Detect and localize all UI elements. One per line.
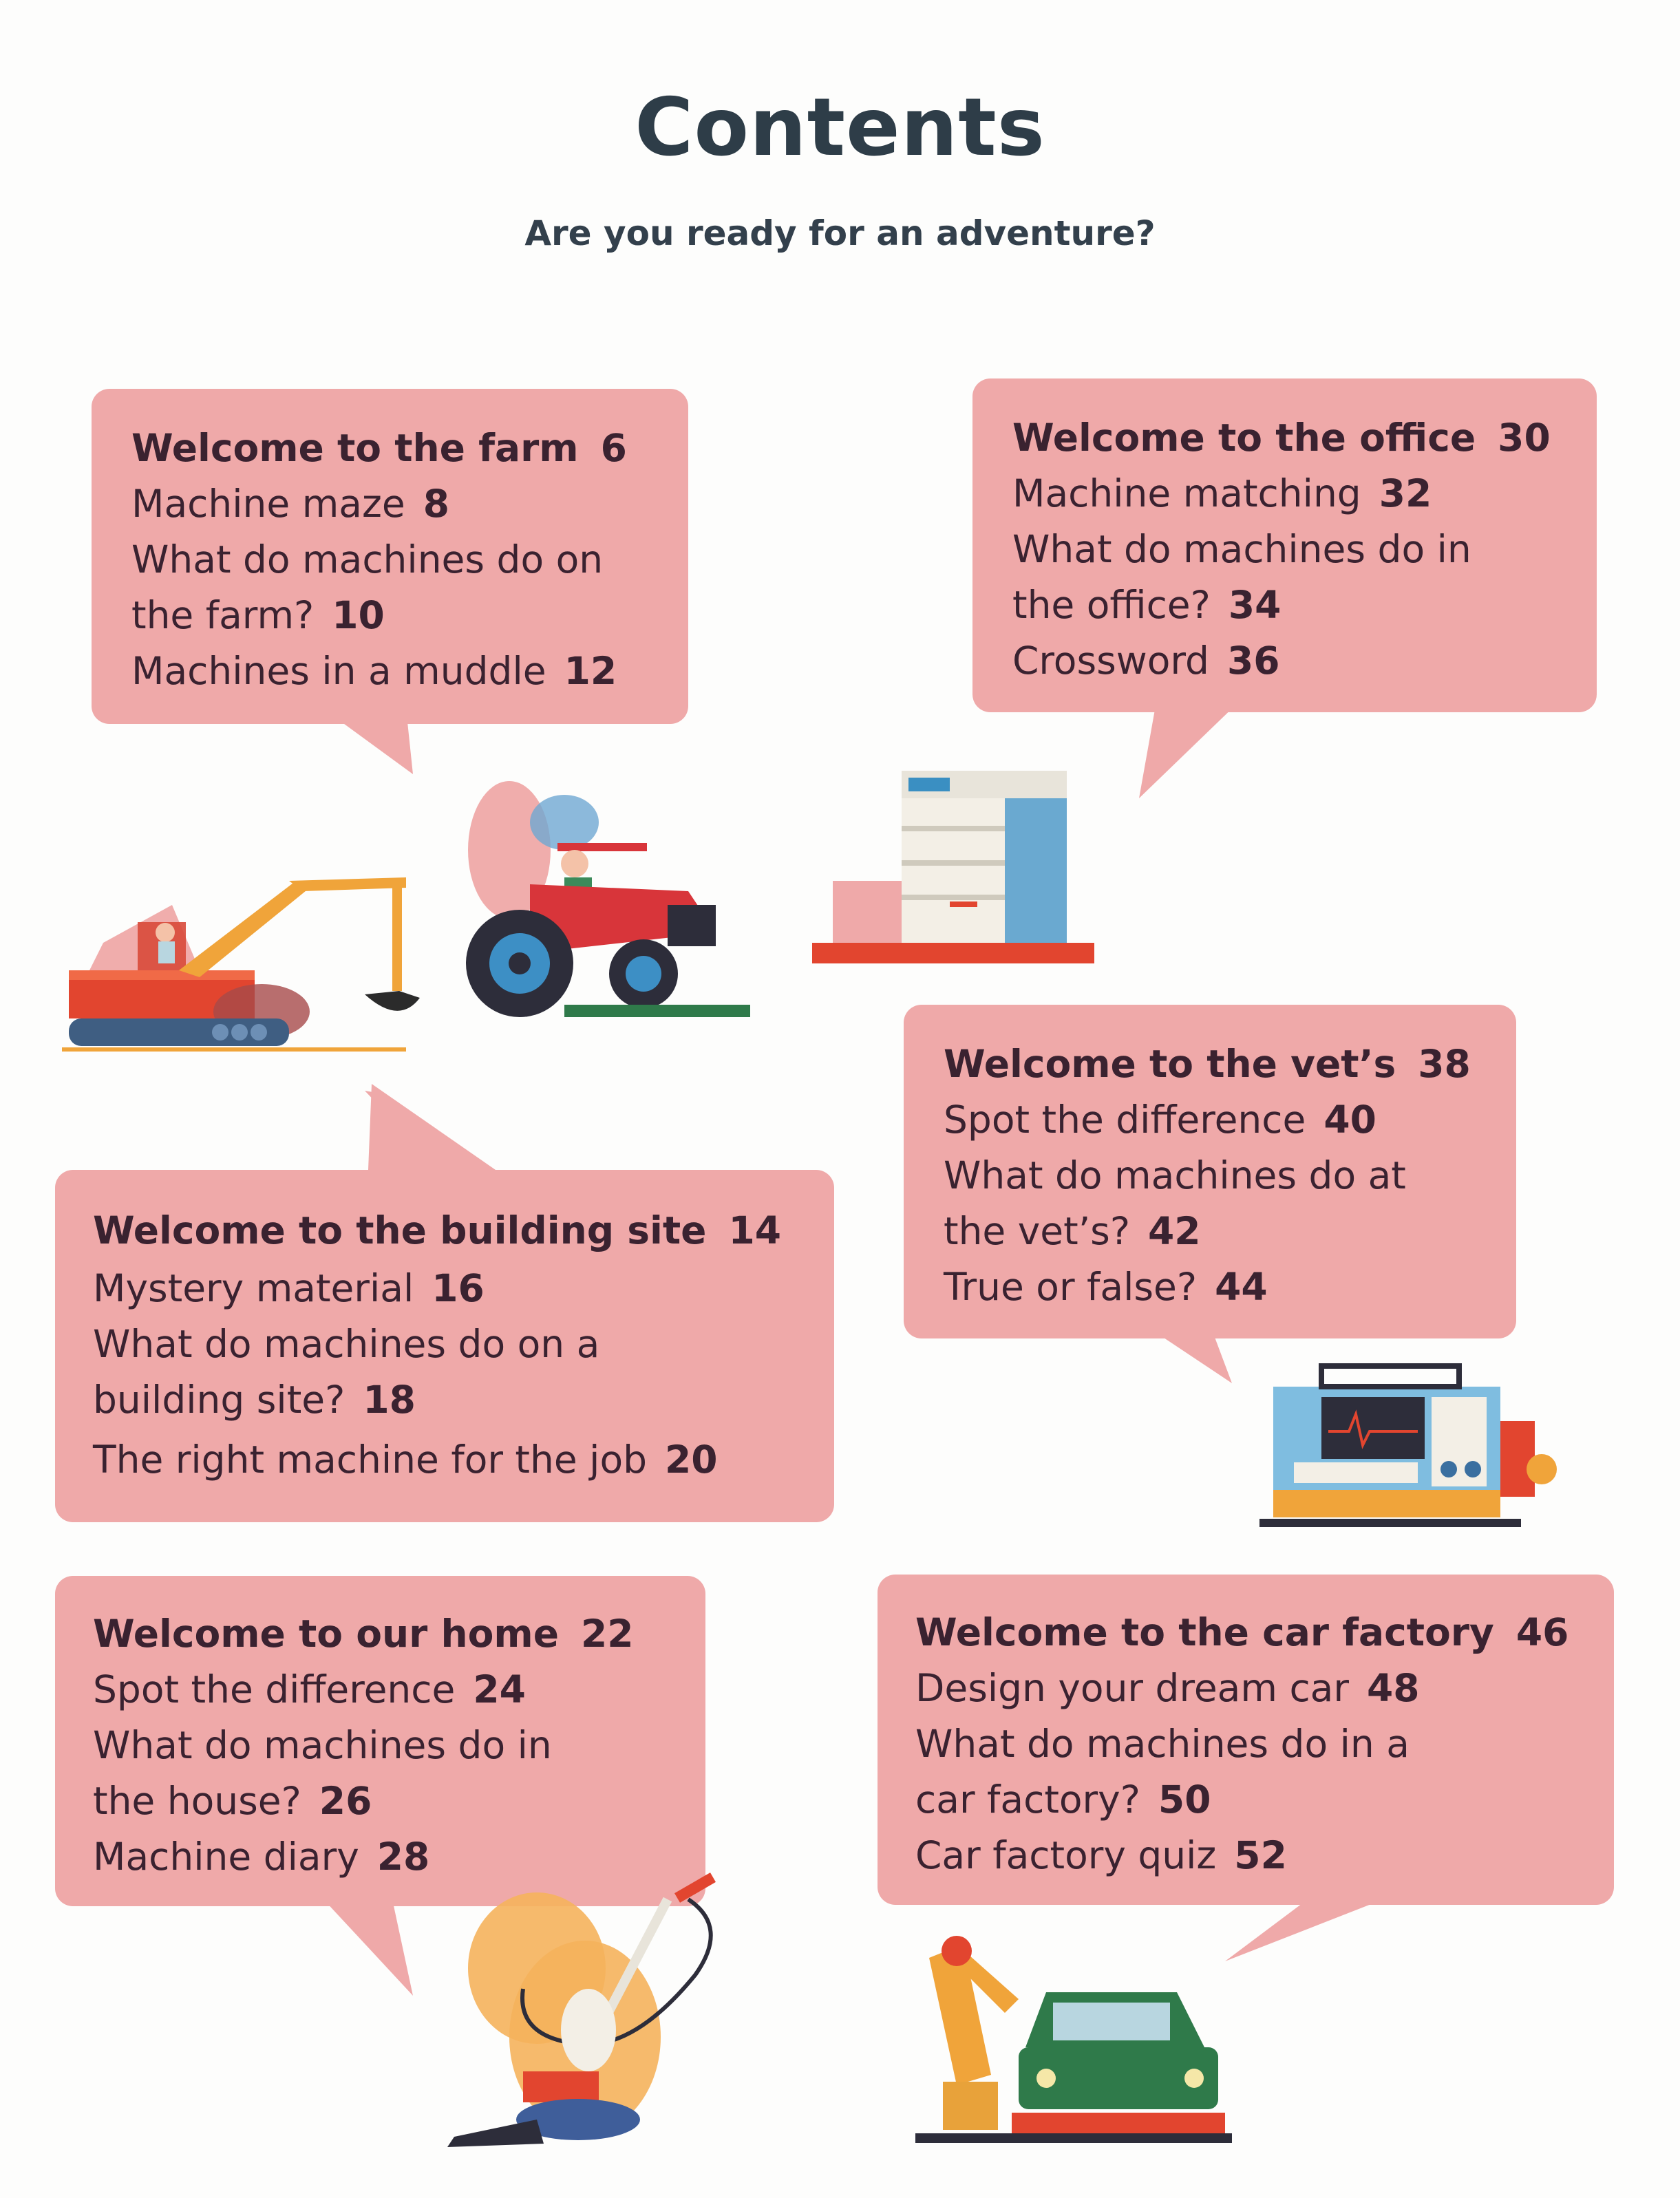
- building-bubble: [55, 1170, 834, 1522]
- page-number: 52: [1234, 1833, 1287, 1877]
- vacuum-cleaner-illustration: [440, 1872, 736, 2154]
- farm-item-what-machines-do-cont[interactable]: the farm? 10: [131, 593, 385, 637]
- building-heading[interactable]: Welcome to the building site 14: [93, 1208, 781, 1252]
- building-item-right-machine[interactable]: The right machine for the job 20: [93, 1438, 718, 1482]
- page-number: 14: [728, 1208, 781, 1252]
- page-number: 6: [600, 426, 627, 470]
- office-item-what-machines-do-cont[interactable]: the office? 34: [1012, 583, 1282, 627]
- page-number: 46: [1516, 1610, 1569, 1654]
- robot-arm-car-illustration: [915, 1917, 1246, 2154]
- building-item-what-machines-do[interactable]: What do machines do on a: [93, 1322, 600, 1366]
- vets-heading[interactable]: Welcome to the vet’s 38: [944, 1042, 1471, 1086]
- farm-heading[interactable]: Welcome to the farm 6: [131, 426, 627, 470]
- page-number: 50: [1158, 1778, 1211, 1822]
- page-number: 12: [564, 649, 617, 693]
- vets-item-what-machines-do[interactable]: What do machines do at: [944, 1153, 1406, 1197]
- page-number: 26: [319, 1779, 372, 1823]
- vets-item-true-or-false[interactable]: True or false? 44: [944, 1265, 1268, 1309]
- page-number: 16: [432, 1266, 485, 1310]
- home-bubble: [55, 1576, 705, 1906]
- home-item-machine-diary[interactable]: Machine diary 28: [93, 1835, 430, 1879]
- page-number: 42: [1148, 1209, 1201, 1253]
- page-number: 8: [423, 482, 449, 526]
- page-subtitle: Are you ready for an adventure?: [524, 213, 1156, 253]
- home-item-spot-difference[interactable]: Spot the difference 24: [93, 1667, 526, 1711]
- home-heading[interactable]: Welcome to our home 22: [93, 1612, 634, 1656]
- page-title: Contents: [635, 81, 1045, 174]
- building-item-mystery-material[interactable]: Mystery material 16: [93, 1266, 485, 1310]
- page-number: 44: [1215, 1265, 1268, 1309]
- vets-item-spot-difference[interactable]: Spot the difference 40: [944, 1098, 1376, 1142]
- page-number: 32: [1379, 471, 1432, 515]
- page-number: 40: [1323, 1098, 1376, 1142]
- farm-item-machine-maze[interactable]: Machine maze 8: [131, 482, 449, 526]
- page-number: 24: [473, 1667, 526, 1711]
- car-factory-item-dream-car[interactable]: Design your dream car 48: [915, 1666, 1420, 1710]
- vets-bubble: [904, 1005, 1516, 1338]
- farm-bubble: [92, 389, 688, 724]
- car-factory-bubble: [878, 1575, 1614, 1905]
- office-heading[interactable]: Welcome to the office 30: [1012, 416, 1551, 460]
- page-number: 28: [376, 1835, 430, 1879]
- page-number: 36: [1226, 639, 1280, 683]
- home-item-what-machines-do[interactable]: What do machines do in: [93, 1723, 552, 1767]
- page-number: 22: [581, 1612, 634, 1656]
- excavator-illustration: [62, 867, 420, 1074]
- office-item-machine-matching[interactable]: Machine matching 32: [1012, 471, 1432, 515]
- car-factory-item-what-machines-do[interactable]: What do machines do in a: [915, 1722, 1410, 1766]
- page-number: 18: [363, 1378, 416, 1422]
- tractor-illustration: [461, 774, 771, 1036]
- home-item-what-machines-do-cont[interactable]: the house? 26: [93, 1779, 372, 1823]
- office-item-crossword[interactable]: Crossword 36: [1012, 639, 1280, 683]
- page-number: 48: [1367, 1666, 1420, 1710]
- car-factory-item-quiz[interactable]: Car factory quiz 52: [915, 1833, 1287, 1877]
- farm-item-machines-in-muddle[interactable]: Machines in a muddle 12: [131, 649, 617, 693]
- farm-item-what-machines-do[interactable]: What do machines do on: [131, 537, 604, 581]
- page-number: 20: [665, 1438, 718, 1482]
- office-bubble: [972, 378, 1597, 712]
- photocopier-illustration: [812, 750, 1101, 977]
- page-number: 38: [1418, 1042, 1471, 1086]
- page-number: 30: [1498, 416, 1551, 460]
- car-factory-item-what-machines-do-cont[interactable]: car factory? 50: [915, 1778, 1211, 1822]
- vets-item-what-machines-do-cont[interactable]: the vet’s? 42: [944, 1209, 1201, 1253]
- page-number: 10: [332, 593, 385, 637]
- car-factory-heading[interactable]: Welcome to the car factory 46: [915, 1610, 1569, 1654]
- building-item-what-machines-do-cont[interactable]: building site? 18: [93, 1378, 416, 1422]
- page-number: 34: [1228, 583, 1282, 627]
- office-item-what-machines-do[interactable]: What do machines do in: [1012, 527, 1471, 571]
- vet-monitor-illustration: [1253, 1366, 1569, 1545]
